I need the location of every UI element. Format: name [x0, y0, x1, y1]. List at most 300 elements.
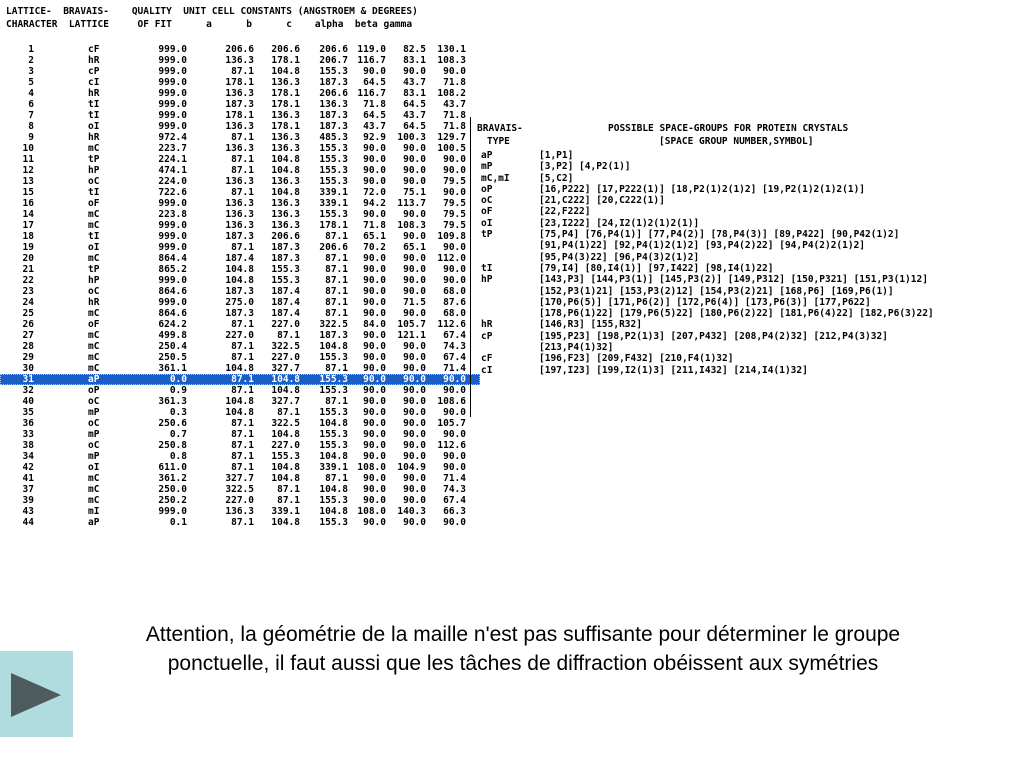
- table-row[interactable]: [0, 506, 480, 517]
- table-row[interactable]: [0, 451, 480, 462]
- cell-a: 187.3: [225, 231, 254, 242]
- table-row[interactable]: [0, 286, 480, 297]
- cell-beta: 90.0: [403, 418, 426, 429]
- cell-quality-of-fit: 474.1: [158, 165, 187, 176]
- bravais-type: oI: [481, 217, 493, 229]
- cell-beta: 90.0: [403, 209, 426, 220]
- cell-bravais-lattice: oC: [88, 176, 100, 187]
- cell-lattice-character: 11: [22, 154, 34, 165]
- cell-beta: 90.0: [403, 275, 426, 286]
- cell-bravais-lattice: oC: [88, 440, 100, 451]
- cell-b: 322.5: [271, 418, 300, 429]
- table-row[interactable]: [0, 143, 480, 154]
- table-row[interactable]: [0, 55, 480, 66]
- cell-gamma: 90.0: [443, 374, 466, 385]
- table-row[interactable]: [0, 66, 480, 77]
- cell-gamma: 67.4: [443, 352, 466, 363]
- lattice-table: [0, 0, 480, 595]
- cell-quality-of-fit: 361.3: [158, 396, 187, 407]
- table-row[interactable]: [0, 121, 480, 132]
- cell-gamma: 43.7: [443, 99, 466, 110]
- list-item: [471, 342, 1024, 353]
- cell-c: 485.3: [319, 132, 348, 143]
- cell-a: 87.1: [231, 132, 254, 143]
- cell-quality-of-fit: 223.7: [158, 143, 187, 154]
- cell-quality-of-fit: 250.8: [158, 440, 187, 451]
- cell-b: 87.1: [277, 330, 300, 341]
- table-row[interactable]: [0, 275, 480, 286]
- cell-bravais-lattice: oC: [88, 418, 100, 429]
- table-row[interactable]: [0, 429, 480, 440]
- table-row[interactable]: [0, 418, 480, 429]
- cell-c: 87.1: [325, 253, 348, 264]
- cell-bravais-lattice: hP: [88, 165, 100, 176]
- table-row[interactable]: [0, 44, 480, 55]
- cell-quality-of-fit: 999.0: [158, 99, 187, 110]
- cell-lattice-character: 39: [22, 495, 34, 506]
- cell-lattice-character: 36: [22, 418, 34, 429]
- cell-alpha: 90.0: [363, 440, 386, 451]
- cell-lattice-character: 7: [28, 110, 34, 121]
- table-row[interactable]: [0, 165, 480, 176]
- cell-lattice-character: 21: [22, 264, 34, 275]
- cell-beta: 90.0: [403, 253, 426, 264]
- cell-b: 104.8: [271, 165, 300, 176]
- cell-alpha: 90.0: [363, 253, 386, 264]
- table-row[interactable]: [0, 308, 480, 319]
- cell-b: 327.7: [271, 396, 300, 407]
- cell-c: 104.8: [319, 506, 348, 517]
- cell-c: 136.3: [319, 99, 348, 110]
- cell-beta: 105.7: [397, 319, 426, 330]
- cell-beta: 90.0: [403, 66, 426, 77]
- list-item: [471, 173, 1024, 184]
- cell-gamma: 74.3: [443, 341, 466, 352]
- cell-b: 136.3: [271, 110, 300, 121]
- cell-c: 104.8: [319, 341, 348, 352]
- cell-alpha: 119.0: [357, 44, 386, 55]
- cell-alpha: 90.0: [363, 473, 386, 484]
- space-group-list: [16,P222] [17,P222(1)] [18,P2(1)2(1)2] [19,P2(1)2(1)2(1)]: [539, 183, 866, 195]
- cell-alpha: 90.0: [363, 451, 386, 462]
- cell-lattice-character: 22: [22, 275, 34, 286]
- table-row[interactable]: [0, 484, 480, 495]
- cell-c: 87.1: [325, 473, 348, 484]
- cell-gamma: 108.3: [437, 55, 466, 66]
- cell-lattice-character: 18: [22, 231, 34, 242]
- table-row[interactable]: [0, 407, 480, 418]
- cell-c: 187.3: [319, 330, 348, 341]
- cell-c: 206.6: [319, 88, 348, 99]
- list-item: [471, 308, 1024, 319]
- cell-a: 136.3: [225, 506, 254, 517]
- cell-c: 155.3: [319, 429, 348, 440]
- table-row[interactable]: [0, 352, 480, 363]
- cell-alpha: 90.0: [363, 66, 386, 77]
- space-group-header-type: TYPE: [487, 136, 510, 147]
- cell-a: 178.1: [225, 77, 254, 88]
- cell-gamma: 71.8: [443, 110, 466, 121]
- cell-lattice-character: 24: [22, 297, 34, 308]
- cell-lattice-character: 4: [28, 88, 34, 99]
- cell-alpha: 64.5: [363, 77, 386, 88]
- lattice-table-header-line2: CHARACTER LATTICE OF FIT a b c alpha beta gamma: [6, 19, 413, 30]
- cell-bravais-lattice: mC: [88, 484, 100, 495]
- cell-a: 327.7: [225, 473, 254, 484]
- cell-c: 87.1: [325, 264, 348, 275]
- cell-beta: 90.0: [403, 286, 426, 297]
- cell-gamma: 90.0: [443, 407, 466, 418]
- cell-alpha: 90.0: [363, 385, 386, 396]
- cell-lattice-character: 34: [22, 451, 34, 462]
- cell-bravais-lattice: mP: [88, 451, 100, 462]
- cell-gamma: 79.5: [443, 220, 466, 231]
- cell-gamma: 68.0: [443, 286, 466, 297]
- cell-lattice-character: 2: [28, 55, 34, 66]
- table-row[interactable]: [0, 297, 480, 308]
- list-item: [471, 252, 1024, 263]
- cell-bravais-lattice: oC: [88, 396, 100, 407]
- cell-quality-of-fit: 224.1: [158, 154, 187, 165]
- cell-quality-of-fit: 250.2: [158, 495, 187, 506]
- cell-quality-of-fit: 250.5: [158, 352, 187, 363]
- cell-lattice-character: 26: [22, 319, 34, 330]
- cell-a: 136.3: [225, 209, 254, 220]
- cell-bravais-lattice: tI: [88, 99, 100, 110]
- cell-a: 87.1: [231, 154, 254, 165]
- cell-bravais-lattice: mC: [88, 341, 100, 352]
- table-row[interactable]: [0, 319, 480, 330]
- cell-gamma: 90.0: [443, 385, 466, 396]
- table-row[interactable]: [0, 341, 480, 352]
- cell-c: 155.3: [319, 517, 348, 528]
- table-row[interactable]: [0, 220, 480, 231]
- cell-b: 87.1: [277, 495, 300, 506]
- cell-bravais-lattice: mC: [88, 363, 100, 374]
- cell-alpha: 116.7: [357, 88, 386, 99]
- space-group-list: [79,I4] [80,I4(1)] [97,I422] [98,I4(1)22]: [539, 262, 774, 274]
- next-slide-button[interactable]: [0, 651, 73, 737]
- table-row[interactable]: [0, 385, 480, 396]
- cell-b: 206.6: [271, 44, 300, 55]
- cell-a: 136.3: [225, 176, 254, 187]
- cell-beta: 90.0: [403, 517, 426, 528]
- space-group-list: [213,P4(1)32]: [539, 342, 614, 354]
- cell-bravais-lattice: mC: [88, 473, 100, 484]
- cell-a: 227.0: [225, 495, 254, 506]
- list-item: [471, 150, 1024, 161]
- cell-quality-of-fit: 250.6: [158, 418, 187, 429]
- table-row[interactable]: [0, 176, 480, 187]
- cell-quality-of-fit: 0.0: [169, 374, 187, 385]
- cell-alpha: 90.0: [363, 396, 386, 407]
- cell-lattice-character: 19: [22, 242, 34, 253]
- cell-b: 322.5: [271, 341, 300, 352]
- slide-note: Attention, la géométrie de la maille n'est pas suffisante pour déterminer le groupe ponctuelle, il faut aussi que les tâches de diffraction obéissent aux symétries: [145, 623, 901, 675]
- table-row[interactable]: [0, 440, 480, 451]
- cell-beta: 71.5: [403, 297, 426, 308]
- table-row[interactable]: [0, 187, 480, 198]
- list-item: [471, 218, 1024, 229]
- cell-alpha: 65.1: [363, 231, 386, 242]
- cell-alpha: 90.0: [363, 143, 386, 154]
- cell-b: 104.8: [271, 154, 300, 165]
- cell-bravais-lattice: oI: [88, 121, 100, 132]
- cell-c: 206.7: [319, 55, 348, 66]
- table-row[interactable]: [0, 154, 480, 165]
- cell-lattice-character: 44: [22, 517, 34, 528]
- cell-b: 187.4: [271, 286, 300, 297]
- cell-a: 136.3: [225, 198, 254, 209]
- cell-c: 155.3: [319, 154, 348, 165]
- table-row[interactable]: [0, 132, 480, 143]
- cell-beta: 90.0: [403, 231, 426, 242]
- cell-alpha: 90.0: [363, 407, 386, 418]
- list-item: [471, 353, 1024, 364]
- cell-a: 322.5: [225, 484, 254, 495]
- space-group-list: [146,R3] [155,R32]: [539, 319, 642, 331]
- cell-b: 155.3: [271, 264, 300, 275]
- cell-a: 136.3: [225, 88, 254, 99]
- play-icon: [11, 673, 61, 717]
- space-group-list: [75,P4] [76,P4(1)] [77,P4(2)] [78,P4(3)] [89,P422] [90,P42(1)2]: [539, 229, 900, 241]
- cell-c: 155.3: [319, 440, 348, 451]
- cell-alpha: 90.0: [363, 341, 386, 352]
- cell-lattice-character: 13: [22, 176, 34, 187]
- cell-lattice-character: 20: [22, 253, 34, 264]
- cell-b: 136.3: [271, 176, 300, 187]
- cell-c: 155.3: [319, 495, 348, 506]
- cell-quality-of-fit: 250.4: [158, 341, 187, 352]
- cell-c: 155.3: [319, 165, 348, 176]
- cell-beta: 90.0: [403, 154, 426, 165]
- cell-a: 87.1: [231, 429, 254, 440]
- cell-c: 104.8: [319, 418, 348, 429]
- cell-alpha: 90.0: [363, 154, 386, 165]
- cell-beta: 90.0: [403, 407, 426, 418]
- cell-c: 155.3: [319, 176, 348, 187]
- cell-lattice-character: 42: [22, 462, 34, 473]
- cell-lattice-character: 41: [22, 473, 34, 484]
- cell-alpha: 71.8: [363, 99, 386, 110]
- cell-lattice-character: 15: [22, 187, 34, 198]
- cell-gamma: 71.4: [443, 473, 466, 484]
- cell-quality-of-fit: 250.0: [158, 484, 187, 495]
- space-group-header-bravais: BRAVAIS-: [477, 123, 523, 134]
- table-row[interactable]: [0, 110, 480, 121]
- cell-quality-of-fit: 865.2: [158, 264, 187, 275]
- cell-b: 104.8: [271, 462, 300, 473]
- cell-c: 322.5: [319, 319, 348, 330]
- cell-lattice-character: 27: [22, 330, 34, 341]
- cell-b: 155.3: [271, 451, 300, 462]
- cell-c: 87.1: [325, 396, 348, 407]
- table-row[interactable]: [0, 363, 480, 374]
- cell-bravais-lattice: cI: [88, 77, 100, 88]
- cell-c: 206.6: [319, 242, 348, 253]
- table-row[interactable]: [0, 198, 480, 209]
- cell-lattice-character: 43: [22, 506, 34, 517]
- cell-c: 187.3: [319, 77, 348, 88]
- cell-c: 339.1: [319, 198, 348, 209]
- cell-quality-of-fit: 999.0: [158, 44, 187, 55]
- cell-b: 178.1: [271, 88, 300, 99]
- cell-a: 87.1: [231, 319, 254, 330]
- table-row[interactable]: [0, 330, 480, 341]
- cell-b: 87.1: [277, 407, 300, 418]
- table-row[interactable]: [0, 209, 480, 220]
- table-row[interactable]: [0, 242, 480, 253]
- cell-quality-of-fit: 999.0: [158, 231, 187, 242]
- cell-quality-of-fit: 0.8: [169, 451, 187, 462]
- cell-gamma: 109.8: [437, 231, 466, 242]
- table-row[interactable]: [0, 264, 480, 275]
- cell-gamma: 90.0: [443, 242, 466, 253]
- cell-a: 104.8: [225, 363, 254, 374]
- cell-bravais-lattice: hR: [88, 88, 100, 99]
- bravais-type: tP: [481, 229, 493, 241]
- cell-bravais-lattice: tI: [88, 110, 100, 121]
- cell-alpha: 90.0: [363, 286, 386, 297]
- cell-c: 155.3: [319, 407, 348, 418]
- cell-alpha: 90.0: [363, 308, 386, 319]
- cell-beta: 90.0: [403, 484, 426, 495]
- bravais-type: tI: [481, 262, 493, 274]
- cell-a: 87.1: [231, 517, 254, 528]
- bravais-type: oC: [481, 195, 493, 207]
- cell-b: 104.8: [271, 517, 300, 528]
- cell-alpha: 108.0: [357, 506, 386, 517]
- cell-a: 104.8: [225, 264, 254, 275]
- cell-b: 136.3: [271, 77, 300, 88]
- lattice-table-rows: [0, 44, 480, 528]
- cell-lattice-character: 38: [22, 440, 34, 451]
- cell-beta: 90.0: [403, 451, 426, 462]
- cell-quality-of-fit: 864.4: [158, 253, 187, 264]
- cell-quality-of-fit: 999.0: [158, 242, 187, 253]
- table-row[interactable]: [0, 374, 480, 385]
- cell-c: 206.6: [319, 44, 348, 55]
- cell-quality-of-fit: 611.0: [158, 462, 187, 473]
- cell-gamma: 67.4: [443, 330, 466, 341]
- table-row[interactable]: [0, 88, 480, 99]
- cell-beta: 90.0: [403, 440, 426, 451]
- cell-quality-of-fit: 722.6: [158, 187, 187, 198]
- cell-quality-of-fit: 0.9: [169, 385, 187, 396]
- cell-bravais-lattice: oI: [88, 462, 100, 473]
- cell-beta: 90.0: [403, 308, 426, 319]
- cell-b: 104.8: [271, 187, 300, 198]
- cell-quality-of-fit: 864.6: [158, 308, 187, 319]
- cell-lattice-character: 10: [22, 143, 34, 154]
- cell-a: 227.0: [225, 330, 254, 341]
- table-row[interactable]: [0, 231, 480, 242]
- cell-b: 104.8: [271, 429, 300, 440]
- list-item: [471, 161, 1024, 172]
- cell-beta: 64.5: [403, 121, 426, 132]
- cell-gamma: 66.3: [443, 506, 466, 517]
- cell-beta: 83.1: [403, 88, 426, 99]
- cell-gamma: 71.8: [443, 121, 466, 132]
- cell-c: 155.3: [319, 66, 348, 77]
- table-row[interactable]: [0, 517, 480, 528]
- cell-beta: 90.0: [403, 429, 426, 440]
- cell-c: 87.1: [325, 363, 348, 374]
- cell-gamma: 87.6: [443, 297, 466, 308]
- space-group-rows: [471, 150, 1024, 376]
- cell-gamma: 90.0: [443, 154, 466, 165]
- table-row[interactable]: [0, 253, 480, 264]
- cell-alpha: 116.7: [357, 55, 386, 66]
- bravais-type: cI: [481, 364, 493, 376]
- cell-alpha: 90.0: [363, 374, 386, 385]
- cell-beta: 90.0: [403, 165, 426, 176]
- cell-bravais-lattice: cF: [88, 44, 100, 55]
- space-group-list: [196,F23] [209,F432] [210,F4(1)32]: [539, 353, 734, 365]
- table-row[interactable]: [0, 396, 480, 407]
- cell-alpha: 108.0: [357, 462, 386, 473]
- list-item: [471, 184, 1024, 195]
- cell-alpha: 43.7: [363, 121, 386, 132]
- cell-gamma: 71.8: [443, 77, 466, 88]
- table-row[interactable]: [0, 473, 480, 484]
- cell-bravais-lattice: cP: [88, 66, 100, 77]
- cell-a: 87.1: [231, 418, 254, 429]
- bravais-type: mP: [481, 161, 493, 173]
- cell-alpha: 90.0: [363, 176, 386, 187]
- table-row[interactable]: [0, 495, 480, 506]
- table-row[interactable]: [0, 99, 480, 110]
- cell-bravais-lattice: mC: [88, 352, 100, 363]
- cell-beta: 100.3: [397, 132, 426, 143]
- cell-gamma: 74.3: [443, 484, 466, 495]
- cell-bravais-lattice: mI: [88, 506, 100, 517]
- table-row[interactable]: [0, 462, 480, 473]
- cell-quality-of-fit: 361.1: [158, 363, 187, 374]
- cell-b: 136.3: [271, 143, 300, 154]
- cell-gamma: 112.0: [437, 253, 466, 264]
- cell-beta: 90.0: [403, 341, 426, 352]
- table-row[interactable]: [0, 77, 480, 88]
- cell-a: 187.3: [225, 99, 254, 110]
- cell-c: 87.1: [325, 275, 348, 286]
- space-group-list: [170,P6(5)] [171,P6(2)] [172,P6(4)] [173,P6(3)] [177,P622]: [539, 296, 871, 308]
- cell-c: 104.8: [319, 484, 348, 495]
- cell-alpha: 90.0: [363, 418, 386, 429]
- list-item: [471, 263, 1024, 274]
- cell-gamma: 108.6: [437, 396, 466, 407]
- cell-alpha: 90.0: [363, 264, 386, 275]
- cell-b: 187.4: [271, 308, 300, 319]
- list-item: [471, 331, 1024, 342]
- cell-lattice-character: 5: [28, 77, 34, 88]
- cell-bravais-lattice: mC: [88, 209, 100, 220]
- space-group-list: [5,C2]: [539, 172, 574, 184]
- cell-a: 275.0: [225, 297, 254, 308]
- cell-beta: 140.3: [397, 506, 426, 517]
- cell-alpha: 90.0: [363, 429, 386, 440]
- cell-bravais-lattice: aP: [88, 517, 100, 528]
- cell-c: 155.3: [319, 143, 348, 154]
- cell-alpha: 72.0: [363, 187, 386, 198]
- space-group-table: [470, 117, 1024, 417]
- cell-lattice-character: 8: [28, 121, 34, 132]
- cell-c: 87.1: [325, 286, 348, 297]
- bravais-type: aP: [481, 150, 493, 161]
- list-item: [471, 229, 1024, 240]
- cell-gamma: 130.1: [437, 44, 466, 55]
- space-group-list: [178,P6(1)22] [179,P6(5)22] [180,P6(2)22] [181,P6(4)22] [182,P6(3)22]: [539, 308, 934, 320]
